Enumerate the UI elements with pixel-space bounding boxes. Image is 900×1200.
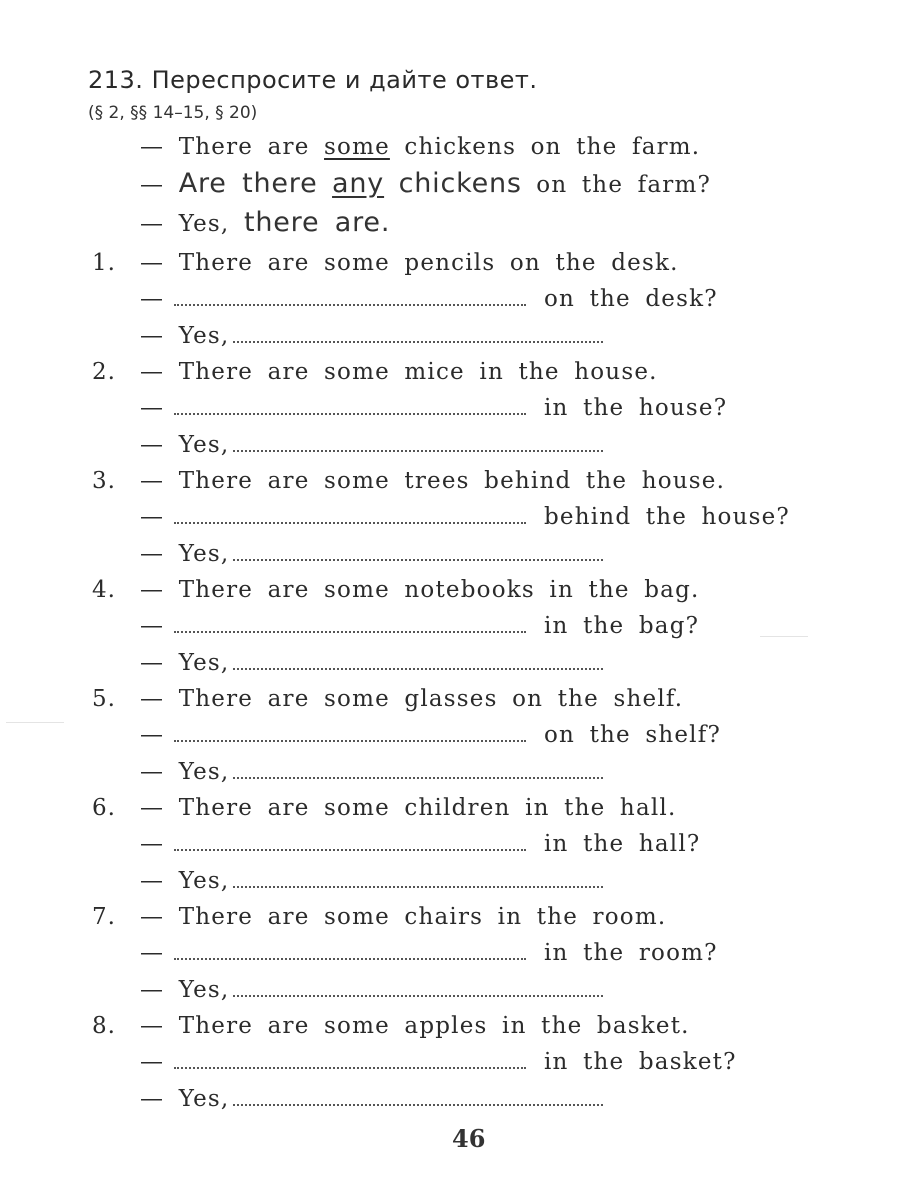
question-blank[interactable] [174, 300, 526, 306]
answer-prefix: — Yes, [140, 759, 230, 785]
question-blank[interactable] [174, 409, 526, 415]
item-number: 8. [92, 1013, 116, 1039]
item-answer [140, 432, 621, 458]
statement-text: There are some glasses on the shelf. [178, 686, 684, 712]
question-end: in the room? [544, 940, 718, 966]
grammar-reference: (§ 2, §§ 14–15, § 20) [88, 103, 258, 123]
item-number: 5. [92, 686, 116, 712]
statement-text: There are some mice in the house. [178, 359, 658, 385]
dash: — [140, 359, 165, 385]
item-statement [140, 250, 679, 276]
item-question [140, 722, 721, 748]
answer-prefix: — Yes, [140, 432, 230, 458]
example-question-end: on the farm? [536, 172, 712, 198]
item-number: 6. [92, 795, 116, 821]
dash: — [140, 286, 165, 312]
answer-blank[interactable] [233, 1100, 603, 1106]
dash: — [140, 1049, 165, 1075]
question-blank[interactable] [174, 1063, 526, 1069]
item-statement [140, 795, 676, 821]
example-question-underlined-any: any [332, 168, 385, 199]
statement-text: There are some pencils on the desk. [178, 250, 679, 276]
answer-prefix: — Yes, [140, 868, 230, 894]
item-question [140, 613, 699, 639]
item-statement [140, 359, 658, 385]
exercise-title: 213. Переспросите и дайте ответ. [88, 66, 538, 94]
dash: — [140, 1013, 165, 1039]
question-end: in the basket? [544, 1049, 737, 1075]
item-number: 3. [92, 468, 116, 494]
example-answer-handwritten: there are. [243, 207, 391, 238]
item-number: 2. [92, 359, 116, 385]
dash: — [140, 468, 165, 494]
example-answer [140, 207, 390, 238]
question-end: behind the house? [544, 504, 790, 530]
example-answer-yes: — Yes, [140, 211, 230, 237]
question-blank[interactable] [174, 518, 526, 524]
example-statement-post: chickens on the farm. [404, 134, 701, 160]
example-question [140, 168, 711, 199]
answer-blank[interactable] [233, 337, 603, 343]
dash: — [140, 504, 165, 530]
item-answer [140, 541, 621, 567]
item-question [140, 940, 718, 966]
dash: — [140, 831, 165, 857]
question-end: in the bag? [544, 613, 700, 639]
item-statement [140, 686, 683, 712]
dash: — [140, 795, 165, 821]
question-end: in the hall? [544, 831, 701, 857]
statement-text: There are some children in the hall. [178, 795, 677, 821]
example-question-dash: — [140, 172, 165, 198]
example-question-handwritten-2: chickens [398, 168, 522, 199]
statement-text: There are some chairs in the room. [178, 904, 667, 930]
answer-blank[interactable] [233, 446, 603, 452]
answer-prefix: — Yes, [140, 323, 230, 349]
item-question [140, 504, 790, 530]
item-statement [140, 468, 725, 494]
question-end: on the shelf? [544, 722, 721, 748]
answer-prefix: — Yes, [140, 650, 230, 676]
item-number: 1. [92, 250, 116, 276]
question-blank[interactable] [174, 627, 526, 633]
question-blank[interactable] [174, 845, 526, 851]
item-question [140, 1049, 737, 1075]
dash: — [140, 395, 165, 421]
dash: — [140, 686, 165, 712]
scan-mark [6, 722, 64, 723]
statement-text: There are some notebooks in the bag. [178, 577, 700, 603]
item-answer [140, 650, 621, 676]
question-blank[interactable] [174, 736, 526, 742]
item-answer [140, 759, 621, 785]
answer-blank[interactable] [233, 555, 603, 561]
dash: — [140, 904, 165, 930]
page-number: 46 [452, 1124, 486, 1153]
statement-text: There are some apples in the basket. [178, 1013, 690, 1039]
example-statement-pre: — There are [140, 134, 310, 160]
item-answer [140, 868, 621, 894]
dash: — [140, 613, 165, 639]
example-underlined-some: some [324, 134, 390, 160]
answer-blank[interactable] [233, 773, 603, 779]
answer-blank[interactable] [233, 664, 603, 670]
example-question-handwritten-1: Are there [178, 168, 318, 199]
statement-text: There are some trees behind the house. [178, 468, 726, 494]
question-blank[interactable] [174, 954, 526, 960]
item-question [140, 831, 700, 857]
answer-prefix: — Yes, [140, 1086, 230, 1112]
item-statement [140, 904, 666, 930]
item-answer [140, 1086, 621, 1112]
dash: — [140, 722, 165, 748]
question-end: in the house? [544, 395, 728, 421]
answer-blank[interactable] [233, 882, 603, 888]
example-statement [140, 134, 700, 160]
item-question [140, 286, 718, 312]
scan-mark [760, 636, 808, 637]
question-end: on the desk? [544, 286, 718, 312]
item-answer [140, 323, 621, 349]
answer-blank[interactable] [233, 991, 603, 997]
item-answer [140, 977, 621, 1003]
item-statement [140, 1013, 690, 1039]
dash: — [140, 940, 165, 966]
answer-prefix: — Yes, [140, 977, 230, 1003]
item-number: 4. [92, 577, 116, 603]
dash: — [140, 250, 165, 276]
answer-prefix: — Yes, [140, 541, 230, 567]
dash: — [140, 577, 165, 603]
item-number: 7. [92, 904, 116, 930]
item-question [140, 395, 727, 421]
item-statement [140, 577, 700, 603]
